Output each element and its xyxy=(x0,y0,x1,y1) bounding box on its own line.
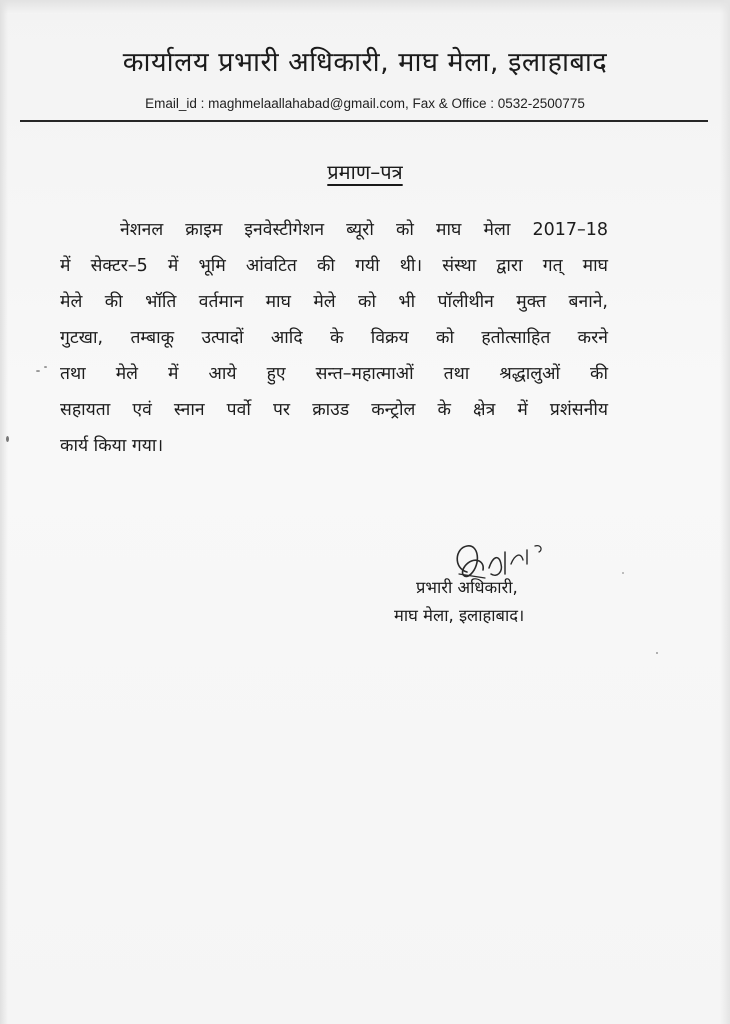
certificate-heading-text: प्रमाण–पत्र xyxy=(327,160,403,184)
scan-right-edge xyxy=(720,0,730,1024)
scan-speck xyxy=(44,366,47,368)
certificate-body xyxy=(60,212,608,464)
scan-left-edge xyxy=(0,0,8,1024)
body-line-4: गुटखा, तम्बाकू उत्पादों आदि के विक्रय को हतोत्साहित करने xyxy=(60,328,608,348)
header-divider xyxy=(20,120,708,122)
signatory-place: माघ मेला, इलाहाबाद। xyxy=(394,606,525,625)
body-line-7: कार्य किया गया। xyxy=(60,436,164,456)
office-title: कार्यालय प्रभारी अधिकारी, माघ मेला, इलाहाबाद xyxy=(122,47,608,78)
signatory-title: प्रभारी अधिकारी, xyxy=(416,578,518,597)
body-line-2: में सेक्टर–5 में भूमि आंवटित की गयी थी। संस्था द्वारा गत् माघ xyxy=(60,256,608,276)
body-line-6: सहायता एवं स्नान पर्वो पर क्राउड कन्ट्रोल के क्षेत्र में प्रशंसनीय xyxy=(60,400,608,420)
scan-top-edge xyxy=(0,0,730,14)
certificate-heading xyxy=(0,158,730,185)
office-contact: Email_id : maghmelaallahabad@gmail.com, Fax & Office : 0532-2500775 xyxy=(145,96,585,111)
body-line-3: मेले की भॉति वर्तमान माघ मेले को भी पॉलीथीन मुक्त बनाने, xyxy=(60,292,608,312)
body-line-1: नेशनल क्राइम इनवेस्टीगेशन ब्यूरो को माघ मेला 2017–18 xyxy=(120,220,608,240)
scan-speck xyxy=(6,436,9,442)
body-line-5: तथा मेले में आये हुए सन्त–महात्माओं तथा श्रद्धालुओं की xyxy=(60,364,608,384)
scan-speck xyxy=(36,370,40,372)
scan-speck xyxy=(622,572,624,574)
scan-speck xyxy=(656,652,658,654)
